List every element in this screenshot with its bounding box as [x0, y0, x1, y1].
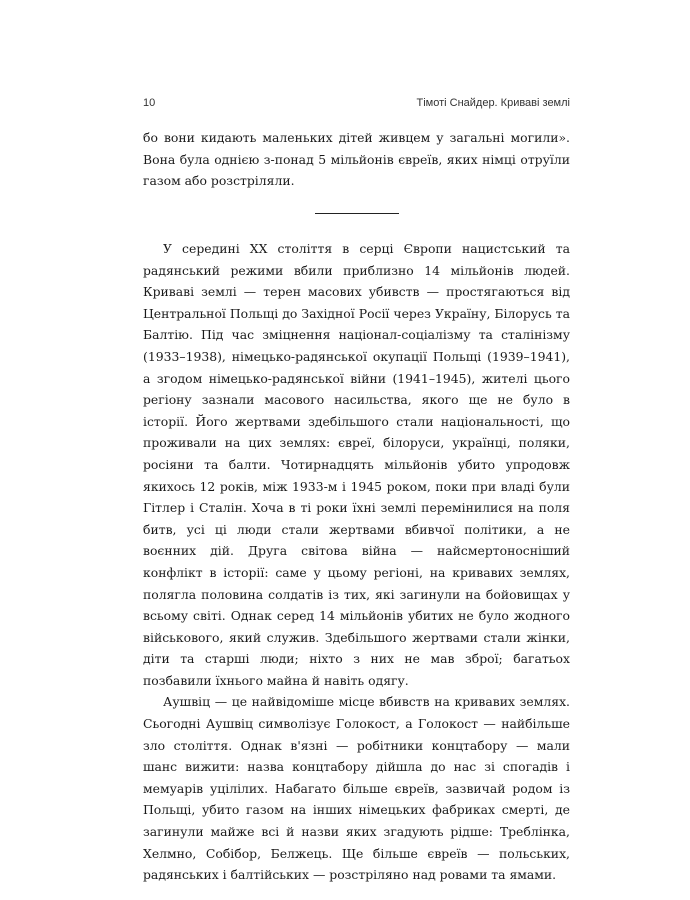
paragraph-1: У середині XX століття в серці Європи нацистський та радянський режими вбили приблизно 14 мільйонів людей. Криваві землі — терен масових убивств — простягаються від Центральної Польщі до Західної Росії через Україну, Білорусь та Балтію. Під час зміцнення націонал-соціалізму та сталінізму (1933–1938), німецько-радянської окупації Польщі (1939–1941), а згодом німецько-радянської війни (1941–1945), жителі цього регіону зазнали масового насильства, якого ще не було в історії. Його жертвами здебільшого стали національності, що проживали на цих землях: євреї, білоруси, українці, поляки, росіяни та балти. Чотирнадцять мільйонів убито упродовж якихось 12 років, між 1933-м і 1945 роком, поки при владі були Гітлер і Сталін. Хоча в ті роки їхні землі перемінилися на поля битв, усі ці люди стали жертвами вбивчої політики, а не воєнних дій. Друга світова війна — найсмертоносніший конфлікт в історії: саме у цьому регіоні, на кривавих землях, полягла половина солдатів із тих, які загинули на бойовищах у всьому світі. Однак серед 14 мільйонів убитих не було жодного військового, який служив. Здебільшого жертвами стали жінки, діти та старші люди; ніхто з них не мав зброї; багатьох позбавили їхнього майна й навіть одягу.: [143, 241, 570, 688]
main-text-block: [143, 238, 570, 886]
book-page: [143, 0, 570, 900]
running-head: [143, 97, 570, 113]
page-number: 10: [143, 97, 156, 109]
section-separator-rule: [315, 213, 399, 214]
running-head-title: Тімоті Снайдер. Криваві землі: [416, 97, 570, 109]
intro-text-block: [143, 127, 570, 192]
intro-paragraph: бо вони кидають маленьких дітей живцем у загальні могили». Вона була однією з-понад 5 мільйонів євреїв, яких німці отруїли газом або розстріляли.: [143, 130, 570, 189]
paragraph-2: Аушвіц — це найвідоміше місце вбивств на кривавих землях. Сьогодні Аушвіц символізує Голокост, а Голокост — найбільше зло століття. Однак в'язні — робітники концтабору — мали шанс вижити: назва концтабору дійшла до нас зі спогадів і мемуарів уцілілих. Набагато більше євреїв, зазвичай родом із Польщі, убито газом на інших німецьких фабриках смерті, де загинули майже всі й назви яких згадують рідше: Треблінка, Хелмно, Собібор, Белжець. Ще більше євреїв — польських, радянських і балтійських — розстріляно над ровами та ямами.: [143, 694, 570, 883]
